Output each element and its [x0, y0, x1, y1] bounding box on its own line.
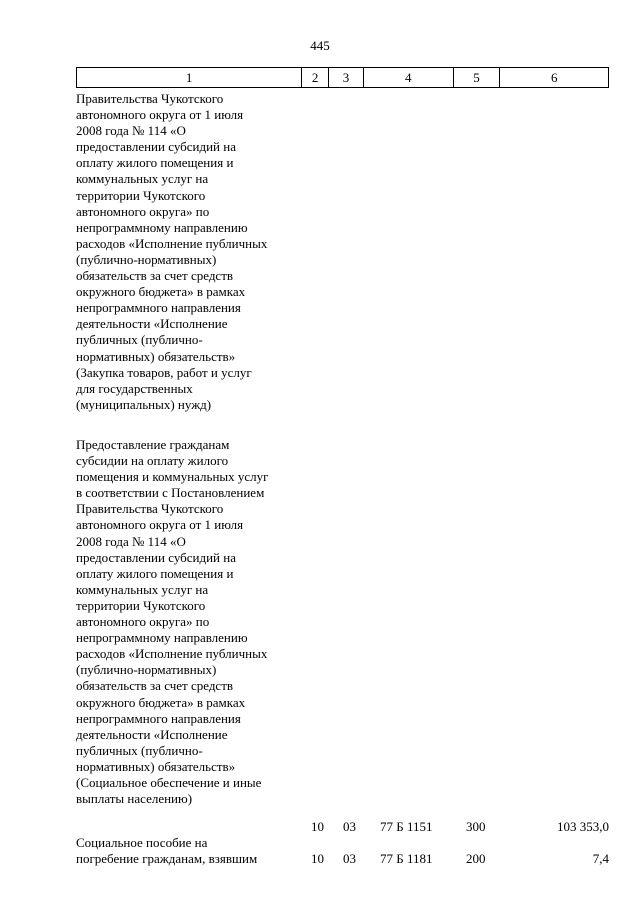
row-section-code: 10 [311, 851, 324, 866]
header-col-5: 5 [454, 68, 501, 87]
row-amount: 7,4 [592, 851, 609, 866]
row-description: Социальное пособие на погребение гражданам, взявшим [76, 835, 258, 867]
header-col-2: 2 [302, 68, 329, 87]
row-expense-type: 200 [466, 851, 486, 866]
header-col-1: 1 [77, 68, 302, 87]
row-subsection-code: 03 [343, 851, 356, 866]
table-header-row [76, 67, 609, 88]
row-expense-type: 300 [466, 819, 486, 834]
row-target-article: 77 Б 1151 [380, 819, 433, 834]
row-amount: 103 353,0 [557, 819, 609, 834]
row-description: Предоставление гражданам субсидии на оплату жилого помещения и коммунальных услуг в соответствии с Постановлением Правительства Чукотского автономного округа от 1 июля 2008 года № 114 «О предоставлении субсидий на оплату жилого помещения и коммунальных услуг на территории Чукотского автономного округа» по непрограммному направлению расходов «Исполнение публичных (публично-нормативных) обязательств за счет средств окружного бюджета» в рамках непрограммного направления деятельности «Исполнение публичных (публично- нормативных) обязательств» (Социальное обеспечение и иные выплаты населению) [76, 437, 269, 807]
row-section-code: 10 [311, 819, 324, 834]
row-subsection-code: 03 [343, 819, 356, 834]
header-col-6: 6 [550, 70, 558, 85]
page-number: 445 [310, 38, 330, 53]
row-description: Правительства Чукотского автономного округа от 1 июля 2008 года № 114 «О предоставлении субсидий на оплату жилого помещения и коммунальных услуг на территории Чукотского автономного округа» по непрограммному направлению расходов «Исполнение публичных (публично-нормативных) обязательств за счет средств окружного бюджета» в рамках непрограммного направления деятельности «Исполнение публичных (публично- нормативных) обязательств» (Закупка товаров, работ и услуг для государственных (муниципальных) нужд) [76, 91, 268, 412]
header-col-3: 3 [329, 68, 364, 87]
row-target-article: 77 Б 1181 [380, 851, 433, 866]
header-col-4: 4 [364, 68, 454, 87]
